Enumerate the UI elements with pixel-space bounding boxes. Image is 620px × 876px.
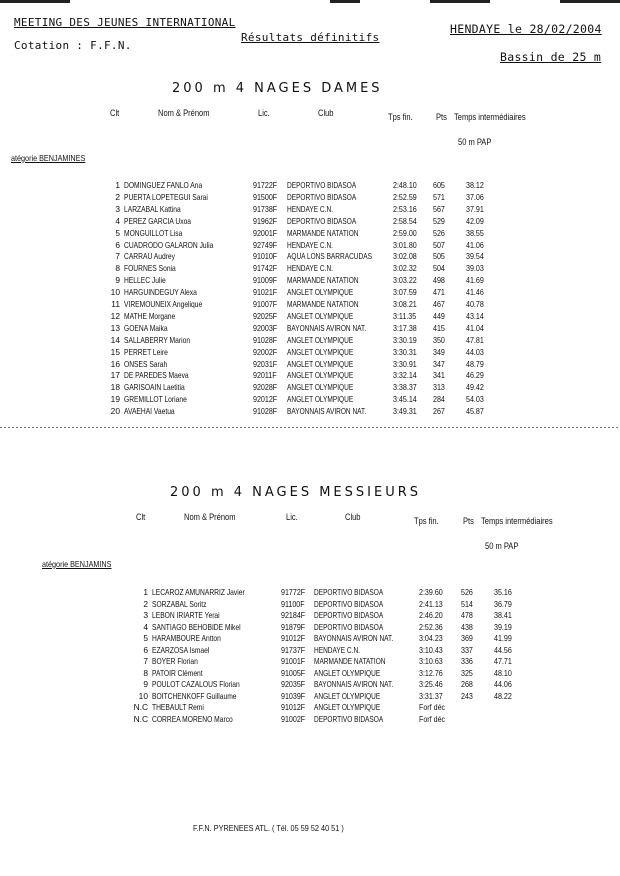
rank-cell: 3 [115,203,120,214]
split-cell: 40.78 [466,299,484,309]
name-cell: AVAEHAI Vaetua [124,406,175,417]
time-cell: 3:12.76 [419,667,443,678]
name-cell: GARISOAIN Laetitia [124,382,185,393]
split-cell: 42.09 [466,215,484,226]
time-cell: 3:11.35 [393,310,417,321]
name-cell: HARAMBOURE Antton [152,633,221,643]
table-row [0,599,620,610]
col-split-dist: 50 m PAP [458,137,492,147]
name-cell: POULOT CAZALOUS Florian [152,679,240,689]
name-cell: LECAROZ AMUNARRIZ Javier [152,587,245,597]
license-cell: 91002F [281,713,306,724]
split-cell: 39.54 [466,251,484,262]
table-row [0,406,620,417]
split-cell: 41.06 [466,239,484,250]
split-cell: 37.91 [466,203,484,214]
license-cell: 91039F [281,690,306,701]
category-benjamins: atégorie BENJAMINS [42,559,112,569]
rank-cell: 2 [115,191,120,202]
name-cell: DE PAREDES Maeva [124,370,189,381]
club-cell: DEPORTIVO BIDASOA [287,215,357,226]
table-row [0,228,620,239]
col-lic: Lic. [258,108,270,118]
club-cell: MARMANDE NATATION [287,275,359,286]
license-cell: 92749F [253,239,278,250]
club-cell: BAYONNAIS AVIRON NAT. [287,406,367,417]
name-cell: PERRET Leire [124,346,168,357]
category-benjamines: atégorie BENJAMINES [11,153,86,163]
rank-cell: 5 [115,227,120,238]
license-cell: 91001F [281,656,306,666]
time-cell: 3:38.37 [393,382,417,393]
split-cell: 38.55 [466,227,484,238]
table-row [0,370,620,381]
split-cell: 48.10 [494,667,512,678]
club-cell: HENDAYE C.N. [287,203,333,214]
col-club-2: Club [345,512,361,522]
club-cell: DEPORTIVO BIDASOA [287,180,357,190]
club-cell: ANGLET OLYMPIQUE [287,310,354,321]
license-cell: 91021F [253,287,278,298]
col-lic-2: Lic. [286,512,298,522]
col-name-2: Nom & Prénom [184,512,236,522]
club-cell: BAYONNAIS AVIRON NAT. [314,679,394,689]
name-cell: FOURNES Sonia [124,263,176,274]
time-cell: 3:49.31 [393,406,417,417]
name-cell: THEBAULT Remi [152,702,204,712]
license-cell: 92025F [253,310,278,321]
time-cell: 3:02.08 [393,251,417,262]
rank-cell: 6 [143,644,148,655]
points-cell: 284 [433,394,445,405]
points-cell: 341 [433,370,445,381]
license-cell: 91007F [253,299,278,309]
name-cell: PEREZ GARCIA Uxoa [124,215,192,226]
points-cell: 605 [433,180,445,190]
col-splits-2: Temps intermédiaires [481,516,553,526]
club-cell: DEPORTIVO BIDASOA [314,587,384,597]
name-cell: CUADRODO GALARON Julia [124,239,214,250]
club-cell: ANGLET OLYMPIQUE [314,702,381,712]
points-cell: 467 [433,299,445,309]
time-cell: Forf déc [419,702,446,712]
rank-cell: 2 [143,598,148,609]
club-cell: HENDAYE C.N. [287,263,333,274]
time-cell: 2:48.10 [393,180,417,190]
points-cell: 268 [461,679,473,689]
split-cell: 43.14 [466,310,484,321]
time-cell: 2:53.16 [393,203,417,214]
points-cell: 504 [433,263,445,274]
license-cell: 91722F [253,180,278,190]
club-cell: ANGLET OLYMPIQUE [287,287,354,298]
license-cell: 91772F [281,587,306,597]
club-cell: ANGLET OLYMPIQUE [314,690,381,701]
rank-cell: 18 [110,382,120,393]
split-cell: 39.03 [466,263,484,274]
split-cell: 37.06 [466,191,484,202]
name-cell: LEBON IRIARTE Yerai [152,610,220,620]
event-title-messieurs: 200 m 4 NAGES MESSIEURS [170,485,421,500]
rank-cell: 10 [138,690,148,701]
club-cell: DEPORTIVO BIDASOA [314,713,384,724]
club-cell: ANGLET OLYMPIQUE [287,334,354,345]
license-cell: 91010F [253,251,278,262]
table-row [0,216,620,227]
col-pts: Pts [436,112,447,122]
rank-cell: 11 [111,299,120,309]
license-cell: 91742F [253,263,278,274]
split-cell: 41.04 [466,322,484,333]
split-cell: 45.87 [466,406,484,417]
time-cell: 2:39.60 [419,587,443,597]
license-cell: 92028F [253,382,278,393]
points-cell: 243 [461,690,473,701]
split-cell: 41.69 [466,275,484,286]
rank-cell: 7 [115,251,120,262]
time-cell: 2:41.13 [419,598,443,609]
name-cell: HELLEC Julie [124,275,166,286]
name-cell: MONGUILLOT Lisa [124,227,183,238]
dotted-separator [0,427,620,428]
points-cell: 526 [433,227,445,238]
rank-cell: 10 [110,287,120,298]
table-row [0,251,620,262]
split-cell: 47.81 [466,334,484,345]
split-cell: 49.42 [466,382,484,393]
split-cell: 35.16 [494,587,512,597]
license-cell: 91009F [253,275,278,286]
club-cell: ANGLET OLYMPIQUE [287,358,354,369]
time-cell: 2:52.59 [393,191,417,202]
col-time: Tps fin. [388,112,413,122]
rank-cell: 12 [110,310,120,321]
time-cell: 3:30.31 [393,346,417,357]
club-cell: MARMANDE NATATION [287,227,359,238]
time-cell: 2:59.00 [393,227,417,238]
points-cell: 349 [433,346,445,357]
rank-cell: 3 [143,610,148,620]
license-cell: 92031F [253,358,278,369]
club-cell: DEPORTIVO BIDASOA [287,191,357,202]
name-cell: CORREA MORENO Marco [152,713,233,724]
rank-cell: 13 [110,322,120,333]
points-cell: 571 [433,191,445,202]
points-cell: 449 [433,310,445,321]
name-cell: MATHE Morgane [124,310,176,321]
time-cell: 3:10.43 [419,644,443,655]
table-row [0,263,620,274]
time-cell: 3:25.46 [419,679,443,689]
points-cell: 369 [461,633,473,643]
time-cell: 2:46.20 [419,610,443,620]
time-cell: 3:30.91 [393,358,417,369]
rank-cell: 1 [115,180,120,190]
license-cell: 91100F [281,598,305,609]
name-cell: SANTIAGO BEHOBIDE Mikel [152,621,241,632]
license-cell: 92011F [253,370,277,381]
name-cell: EZARZOSA Ismael [152,644,210,655]
col-club: Club [318,108,334,118]
rank-cell: 16 [110,358,120,369]
license-cell: 91738F [253,203,278,214]
points-cell: 325 [461,667,473,678]
club-cell: DEPORTIVO BIDASOA [314,610,384,620]
name-cell: GREMILLOT Loriane [124,394,187,405]
rank-cell: 8 [115,263,120,274]
table-row [0,287,620,298]
split-cell: 46.29 [466,370,484,381]
time-cell: 3:30.19 [393,334,417,345]
time-cell: 3:10.63 [419,656,443,666]
table-row [0,633,620,644]
split-cell: 44.03 [466,346,484,357]
table-row [0,275,620,286]
license-cell: 92002F [253,346,278,357]
time-cell: 3:07.59 [393,287,417,298]
col-time-2: Tps fin. [414,516,439,526]
time-cell: 3:45.14 [393,394,417,405]
name-cell: PUERTA LOPETEGUI Sarai [124,191,208,202]
meeting-title: MEETING DES JEUNES INTERNATIONAL [14,16,236,29]
table-row [0,622,620,633]
club-cell: HENDAYE C.N. [287,239,333,250]
points-cell: 478 [461,610,473,620]
time-cell: 3:01.80 [393,239,417,250]
points-cell: 313 [433,382,445,393]
rank-cell: 8 [143,667,148,678]
license-cell: 91012F [281,702,306,712]
split-cell: 41.46 [466,287,484,298]
col-name: Nom & Prénom [158,108,210,118]
table-row [0,645,620,656]
table-row [0,192,620,203]
name-cell: LARZABAL Kattina [124,203,181,214]
license-cell: 91012F [281,633,306,643]
rank-cell: 17 [110,370,120,381]
license-cell: 91005F [281,667,306,678]
license-cell: 92184F [281,610,306,620]
rank-cell: 9 [143,679,148,689]
time-cell: 3:02.32 [393,263,417,274]
rank-cell: 19 [110,394,120,405]
col-clt-2: Clt [136,512,146,522]
points-cell: 471 [433,287,445,298]
col-splits: Temps intermédiaires [454,112,526,122]
license-cell: 91028F [253,406,278,417]
name-cell: PATOIR Clément [152,667,203,678]
table-row [0,359,620,370]
rank-cell: 5 [143,633,148,643]
table-row [0,382,620,393]
cotation-label: Cotation : F.F.N. [14,39,132,52]
split-cell: 48.22 [494,690,512,701]
points-cell: 507 [433,239,445,250]
table-row [0,702,620,713]
club-cell: ANGLET OLYMPIQUE [287,394,354,405]
split-cell: 44.06 [494,679,512,689]
points-cell: 415 [433,322,445,333]
name-cell: BOYER Florian [152,656,198,666]
place-date: HENDAYE le 28/02/2004 [450,22,602,36]
table-row [0,240,620,251]
split-cell: 39.19 [494,621,512,632]
name-cell: DOMINGUEZ FANLO Ana [124,180,203,190]
club-cell: MARMANDE NATATION [314,656,386,666]
table-row [0,180,620,191]
name-cell: SORZABAL Soritz [152,598,207,609]
club-cell: ANGLET OLYMPIQUE [287,370,354,381]
license-cell: 92001F [253,227,278,238]
rank-cell: N.C [133,713,148,724]
club-cell: ANGLET OLYMPIQUE [287,346,354,357]
points-cell: 267 [433,406,445,417]
club-cell: BAYONNAIS AVIRON NAT. [314,633,394,643]
rank-cell: 4 [115,215,120,226]
points-cell: 498 [433,275,445,286]
time-cell: Forf déc [419,713,446,724]
points-cell: 514 [461,598,473,609]
rank-cell: 6 [115,239,120,250]
table-row [0,204,620,215]
license-cell: 91500F [253,191,278,202]
col-clt: Clt [110,108,120,118]
table-row [0,299,620,310]
name-cell: HARGUINDEGUY Alexa [124,287,197,298]
points-cell: 438 [461,621,473,632]
club-cell: DEPORTIVO BIDASOA [314,598,384,609]
table-row [0,335,620,346]
table-row [0,323,620,334]
time-cell: 3:03.22 [393,275,417,286]
points-cell: 350 [433,334,445,345]
table-row [0,394,620,405]
points-cell: 347 [433,358,445,369]
col-pts-2: Pts [463,516,474,526]
table-row [0,679,620,690]
license-cell: 92003F [253,322,278,333]
club-cell: BAYONNAIS AVIRON NAT. [287,322,367,333]
table-row [0,311,620,322]
split-cell: 54.03 [466,394,484,405]
points-cell: 337 [461,644,473,655]
rank-cell: 4 [143,621,148,632]
event-title-dames: 200 m 4 NAGES DAMES [172,81,383,96]
points-cell: 567 [433,203,445,214]
split-cell: 36.79 [494,598,512,609]
col-split-dist-2: 50 m PAP [485,541,519,551]
scan-top-edge [0,0,620,3]
table-row [0,656,620,667]
name-cell: GOENA Maika [124,322,168,333]
split-cell: 38.12 [466,180,484,190]
points-cell: 505 [433,251,445,262]
name-cell: SALLABERRY Marion [124,334,191,345]
club-cell: DEPORTIVO BIDASOA [314,621,384,632]
rank-cell: 20 [110,406,120,417]
name-cell: BOITCHENKOFF Guillaume [152,690,237,701]
license-cell: 92012F [253,394,278,405]
club-cell: HENDAYE C.N. [314,644,360,655]
split-cell: 41.99 [494,633,512,643]
split-cell: 48.79 [466,358,484,369]
time-cell: 3:32.14 [393,370,417,381]
club-cell: ANGLET OLYMPIQUE [314,667,381,678]
footer-contact: F.F.N. PYRENEES ATL. ( Tél. 05 59 52 40 51 ) [193,823,344,833]
table-row [0,610,620,621]
time-cell: 2:58.54 [393,215,417,226]
table-row [0,668,620,679]
license-cell: 91028F [253,334,278,345]
points-cell: 529 [433,215,445,226]
name-cell: ONSES Sarah [124,358,168,369]
club-cell: AQUA LONS BARRACUDAS [287,251,372,262]
results-label: Résultats définitifs [241,31,380,44]
time-cell: 3:17.38 [393,322,417,333]
points-cell: 526 [461,587,473,597]
rank-cell: 15 [110,346,120,357]
license-cell: 92035F [281,679,306,689]
rank-cell: 1 [143,587,148,597]
license-cell: 91962F [253,215,278,226]
split-cell: 44.56 [494,644,512,655]
table-row [0,714,620,725]
name-cell: CARRAU Audrey [124,251,176,262]
name-cell: VIREMOUNEIX Angelique [124,299,203,309]
pool-label: Bassin de 25 m [500,50,602,64]
table-row [0,587,620,598]
time-cell: 3:04.23 [419,633,443,643]
table-row [0,347,620,358]
table-row [0,691,620,702]
license-cell: 91879F [281,621,306,632]
rank-cell: 9 [115,275,120,286]
time-cell: 3:08.21 [393,299,417,309]
split-cell: 38.41 [494,610,512,620]
rank-cell: N.C [133,702,148,712]
rank-cell: 7 [143,656,148,666]
time-cell: 2:52.36 [419,621,443,632]
club-cell: MARMANDE NATATION [287,299,359,309]
time-cell: 3:31.37 [419,690,443,701]
points-cell: 336 [461,656,473,666]
license-cell: 91737F [281,644,306,655]
rank-cell: 14 [110,334,120,345]
club-cell: ANGLET OLYMPIQUE [287,382,354,393]
split-cell: 47.71 [494,656,512,666]
